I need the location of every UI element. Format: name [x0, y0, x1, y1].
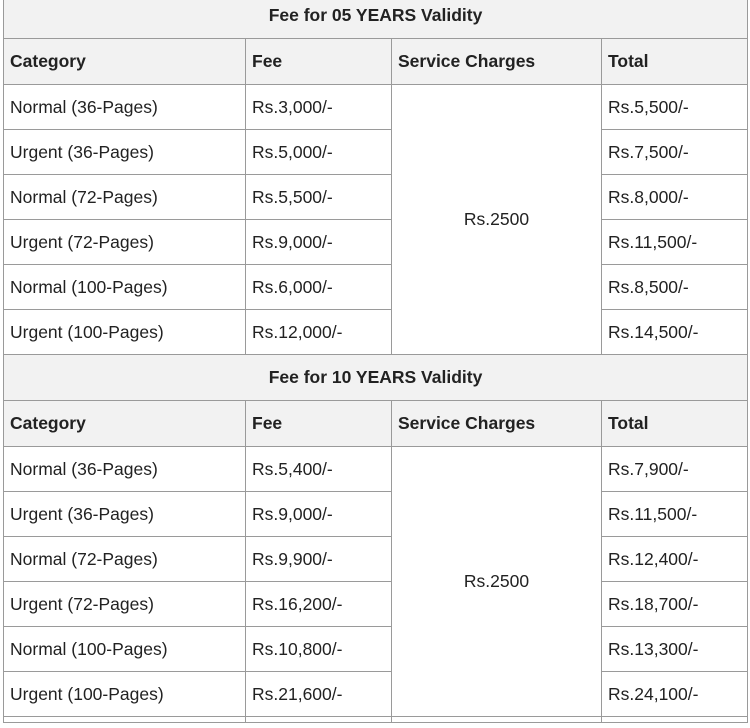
header-total: Total: [602, 39, 748, 85]
fee-cell: Rs.5,400/-: [246, 447, 392, 492]
category-cell: Normal (72-Pages): [4, 537, 246, 582]
category-cell: Urgent (36-Pages): [4, 492, 246, 537]
category-cell: Urgent (100-Pages): [4, 672, 246, 717]
fee-cell: Rs.5,500/-: [246, 175, 392, 220]
fee-cell: Rs.9,900/-: [246, 537, 392, 582]
header-total: Total: [602, 401, 748, 447]
total-cell: Rs.11,500/-: [602, 220, 748, 265]
service-charge-cell: Rs.2500: [392, 447, 602, 717]
fee-cell: Rs.9,000/-: [246, 492, 392, 537]
section-title-row: [4, 355, 748, 401]
category-cell: Normal (72-Pages): [4, 175, 246, 220]
header-fee: Fee: [246, 401, 392, 447]
fee-cell: Rs.6,000/-: [246, 265, 392, 310]
fee-cell: Rs.12,000/-: [246, 310, 392, 355]
category-cell: Urgent (72-Pages): [4, 220, 246, 265]
section-title-row: [4, 0, 748, 39]
fee-cell: Rs.16,200/-: [246, 582, 392, 627]
category-cell: Normal (100-Pages): [4, 627, 246, 672]
passport-fee-table: [3, 0, 748, 723]
empty-cell: [602, 717, 748, 723]
header-service-charges: Service Charges: [392, 39, 602, 85]
next-row-partial: [4, 717, 748, 723]
total-cell: Rs.18,700/-: [602, 582, 748, 627]
fee-cell: Rs.21,600/-: [246, 672, 392, 717]
empty-cell: [392, 717, 602, 723]
fee-cell: Rs.9,000/-: [246, 220, 392, 265]
fee-cell: Rs.10,800/-: [246, 627, 392, 672]
category-cell: Normal (36-Pages): [4, 447, 246, 492]
total-cell: Rs.7,900/-: [602, 447, 748, 492]
table-row: [4, 85, 748, 130]
total-cell: Rs.24,100/-: [602, 672, 748, 717]
table-row: [4, 492, 748, 537]
section-title-10-years: Fee for 10 YEARS Validity: [4, 355, 748, 401]
total-cell: Rs.14,500/-: [602, 310, 748, 355]
header-row: [4, 401, 748, 447]
header-row: [4, 39, 748, 85]
table-row: [4, 537, 748, 582]
category-cell: Urgent (72-Pages): [4, 582, 246, 627]
header-fee: Fee: [246, 39, 392, 85]
category-cell: Urgent (100-Pages): [4, 310, 246, 355]
category-cell: Normal (100-Pages): [4, 265, 246, 310]
total-cell: Rs.11,500/-: [602, 492, 748, 537]
total-cell: Rs.5,500/-: [602, 85, 748, 130]
fee-cell: Rs.3,000/-: [246, 85, 392, 130]
table-row: [4, 175, 748, 220]
table-row: [4, 310, 748, 355]
table-row: [4, 582, 748, 627]
category-cell: Normal (36-Pages): [4, 85, 246, 130]
total-cell: Rs.13,300/-: [602, 627, 748, 672]
table-row: [4, 265, 748, 310]
table-row: [4, 220, 748, 265]
table-row: [4, 627, 748, 672]
table-row: [4, 672, 748, 717]
empty-cell: [4, 717, 246, 723]
header-category: Category: [4, 401, 246, 447]
table-row: [4, 130, 748, 175]
total-cell: Rs.8,000/-: [602, 175, 748, 220]
table-row: [4, 447, 748, 492]
total-cell: Rs.8,500/-: [602, 265, 748, 310]
service-charge-cell: Rs.2500: [392, 85, 602, 355]
section-title-5-years: Fee for 05 YEARS Validity: [4, 0, 748, 39]
category-cell: Urgent (36-Pages): [4, 130, 246, 175]
total-cell: Rs.7,500/-: [602, 130, 748, 175]
total-cell: Rs.12,400/-: [602, 537, 748, 582]
empty-cell: [246, 717, 392, 723]
header-service-charges: Service Charges: [392, 401, 602, 447]
fee-cell: Rs.5,000/-: [246, 130, 392, 175]
header-category: Category: [4, 39, 246, 85]
